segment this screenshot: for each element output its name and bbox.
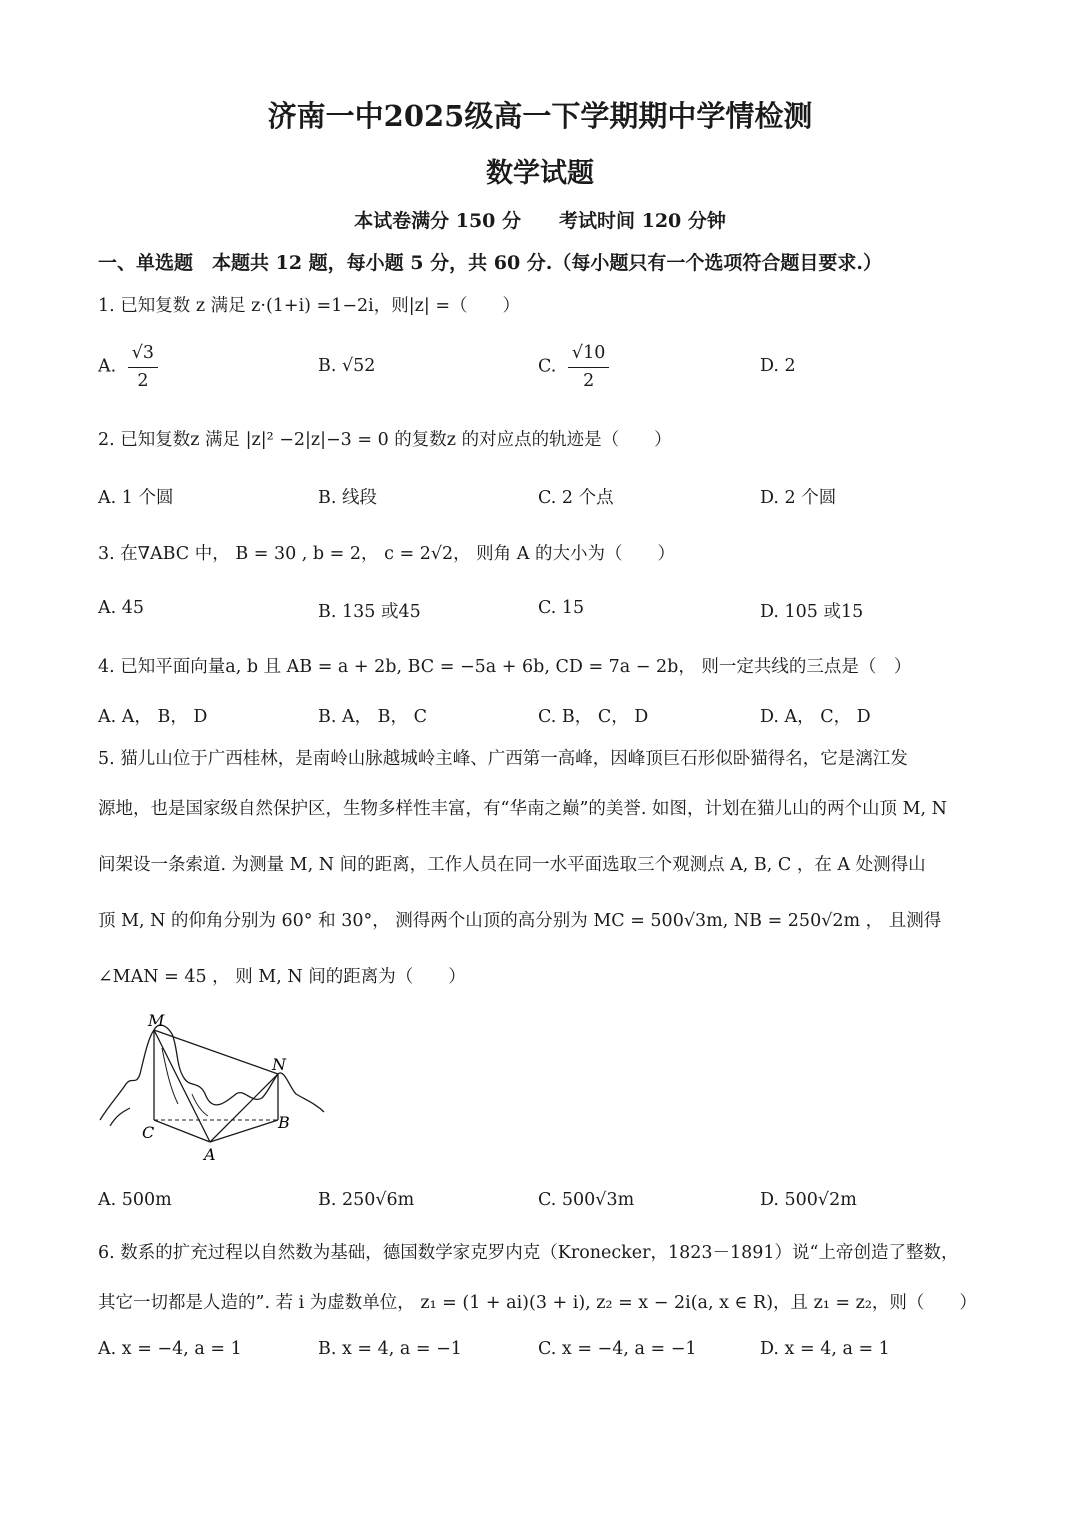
mountain-detail — [162, 1048, 178, 1104]
question-3-option-d: D. 105 或15 — [760, 602, 864, 622]
label-N: N — [272, 1055, 286, 1074]
question-1-option-c — [538, 340, 609, 394]
question-6-option-d: D. x = 4, a = 1 — [760, 1339, 890, 1359]
question-2-option-c: C. 2 个点 — [538, 488, 614, 508]
question-2-option-a: A. 1 个圆 — [98, 488, 174, 508]
question-4-stem: 4. 已知平面向量a, b 且 AB = a + 2b, BC = −5a + 6b, CD = 7a − 2b， 则一定共线的三点是（ ） — [98, 657, 912, 677]
question-5-option-d: D. 500√2m — [760, 1190, 857, 1210]
option-label: C. — [538, 356, 557, 377]
question-4-option-b: B. A， B， C — [318, 707, 427, 727]
question-5-line-1: 5. 猫儿山位于广西桂林，是南岭山脉越城岭主峰、广西第一高峰，因峰顶巨石形似卧猫得名，它是漓江发 — [98, 749, 908, 769]
question-5-option-a: A. 500m — [98, 1190, 172, 1210]
exam-meta: 本试卷满分 150 分 考试时间 120 分钟 — [354, 210, 726, 232]
mountain-detail — [192, 1094, 208, 1116]
question-3-option-b: B. 135 或45 — [318, 602, 421, 622]
mountain-figure — [96, 1008, 336, 1168]
mountain-outline — [100, 1025, 324, 1120]
question-3-option-c: C. 15 — [538, 598, 585, 618]
label-M: M — [148, 1011, 165, 1030]
mountain-detail — [110, 1108, 130, 1126]
label-A: A — [204, 1145, 216, 1164]
segment-CA — [154, 1120, 210, 1142]
question-4-option-c: C. B， C， D — [538, 707, 649, 727]
question-1-option-a — [98, 340, 158, 394]
question-1-option-b: B. √52 — [318, 356, 376, 376]
question-2-option-d: D. 2 个圆 — [760, 488, 837, 508]
denominator: 2 — [583, 371, 595, 391]
fraction — [568, 340, 609, 394]
question-2-stem: 2. 已知复数z 满足 |z|² −2|z|−3 = 0 的复数z 的对应点的轨迹是（ ） — [98, 430, 672, 450]
question-6-option-b: B. x = 4, a = −1 — [318, 1339, 462, 1359]
segment-NA — [210, 1074, 278, 1142]
question-5-line-4: 顶 M, N 的仰角分别为 60° 和 30°， 测得两个山顶的高分别为 MC = 500√3m, NB = 250√2m ， 且测得 — [98, 911, 942, 931]
denominator: 2 — [137, 371, 149, 391]
numerator: √10 — [568, 340, 609, 368]
section-heading: 一、单选题 本题共 12 题，每小题 5 分，共 60 分.（每小题只有一个选项符合题目要求.） — [98, 252, 883, 274]
question-6-option-a: A. x = −4, a = 1 — [98, 1339, 242, 1359]
fraction — [128, 340, 158, 394]
exam-subtitle: 数学试题 — [486, 158, 594, 189]
option-label: A. — [98, 356, 117, 377]
question-3-option-a: A. 45 — [98, 598, 145, 618]
question-1-stem: 1. 已知复数 z 满足 z·(1+i) =1−2i，则|z| =（ ） — [98, 296, 520, 316]
label-B: B — [278, 1113, 290, 1132]
question-3-stem: 3. 在∇ABC 中， B = 30 , b = 2， c = 2√2， 则角 A 的大小为（ ） — [98, 544, 675, 564]
question-5-line-5: ∠MAN = 45 ， 则 M, N 间的距离为（ ） — [98, 967, 466, 987]
question-4-option-d: D. A， C， D — [760, 707, 871, 727]
label-C: C — [142, 1123, 155, 1142]
question-5-option-c: C. 500√3m — [538, 1190, 635, 1210]
question-1-option-d: D. 2 — [760, 356, 796, 376]
question-4-option-a: A. A， B， D — [98, 707, 208, 727]
question-6-option-c: C. x = −4, a = −1 — [538, 1339, 697, 1359]
question-5-line-2: 源地，也是国家级自然保护区，生物多样性丰富，有“华南之巅”的美誉. 如图，计划在猫儿山的两个山顶 M, N — [98, 799, 947, 819]
question-6-line-1: 6. 数系的扩充过程以自然数为基础，德国数学家克罗内克（Kronecker，1823－1891）说“上帝创造了整数， — [98, 1243, 959, 1263]
numerator: √3 — [128, 340, 158, 368]
question-5-line-3: 间架设一条索道. 为测量 M, N 间的距离，工作人员在同一水平面选取三个观测点 A, B, C ，在 A 处测得山 — [98, 855, 926, 875]
question-5-option-b: B. 250√6m — [318, 1190, 415, 1210]
question-2-option-b: B. 线段 — [318, 488, 377, 508]
question-6-line-2: 其它一切都是人造的”. 若 i 为虚数单位， z₁ = (1 + ai)(3 + i), z₂ = x − 2i(a, x ∈ R)，且 z₁ = z₂，则（ ） — [98, 1293, 977, 1313]
exam-title: 济南一中2025级高一下学期期中学情检测 — [267, 99, 813, 133]
